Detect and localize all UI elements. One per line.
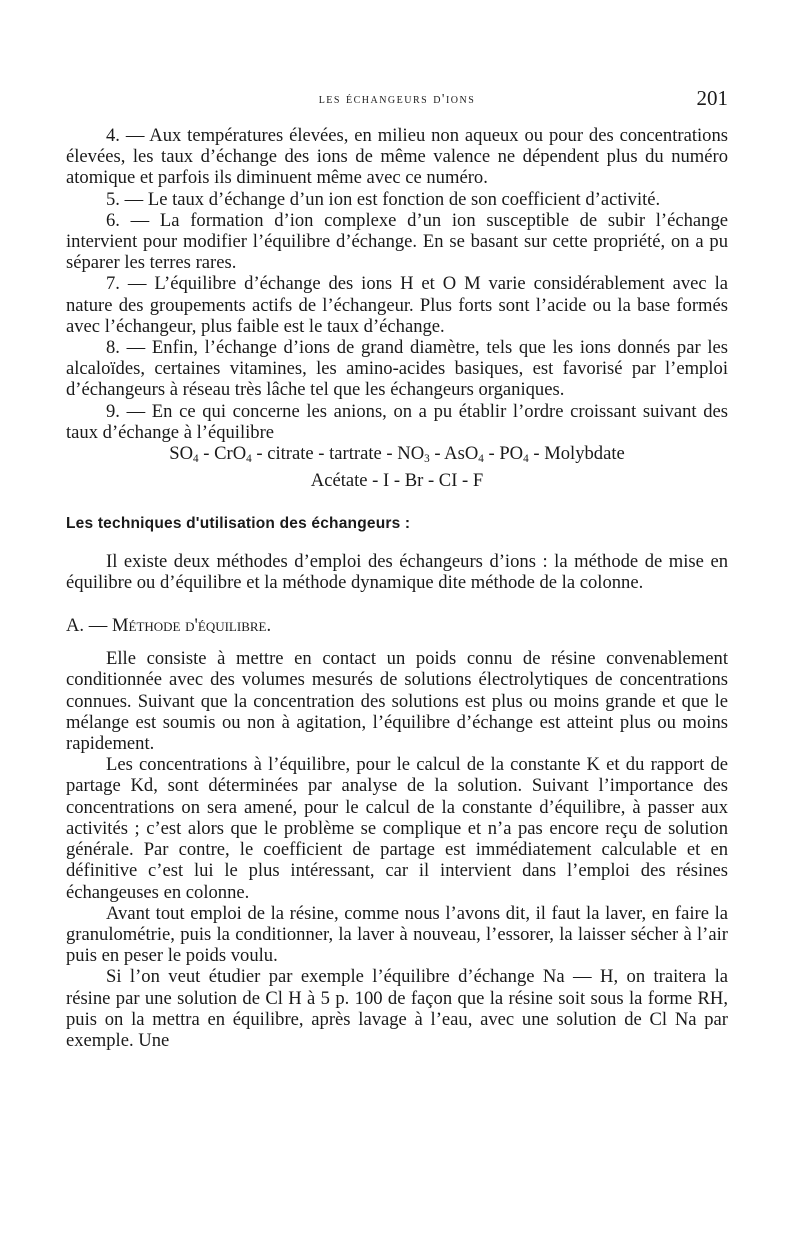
formula-so4-subscript: 4 <box>193 453 199 466</box>
formula-po4-subscript: 4 <box>523 453 529 466</box>
page-body <box>66 125 728 1051</box>
section-a-heading <box>66 615 728 636</box>
formula-no3-subscript: 3 <box>424 453 430 466</box>
page-header <box>66 86 728 116</box>
intro-paragraph: Il existe deux méthodes d’emploi des échangeurs d’ions : la méthode de mise en équilibre ou d’équilibre et la méthode dynamique dite méthode de la colonne. <box>66 550 728 593</box>
anion-series-line-1 <box>66 443 728 464</box>
formula-aso4: AsO <box>444 443 479 465</box>
formula-so4: SO <box>169 443 194 465</box>
formula-cro4: CrO <box>214 443 247 465</box>
paragraph-9: 9. — En ce qui concerne les anions, on a pu établir l’ordre croissant suivant des taux d’échange à l’équilibre <box>66 400 728 443</box>
formula-po4: PO <box>499 443 524 465</box>
formula-separator: - <box>198 443 215 465</box>
running-title: les échangeurs d'ions <box>318 92 476 107</box>
paragraph-4: 4. — Aux températures élevées, en milieu non aqueux ou pour des concentrations élevées, les taux d’échange des ions de même valence ne dépendent plus du numéro atomique et parfois ils diminuent même avec ce numéro. <box>66 125 728 189</box>
formula-no3: NO <box>397 443 425 465</box>
formula-aso4-subscript: 4 <box>478 453 484 466</box>
method-paragraph-1: Elle consiste à mettre en contact un poids connu de résine convenablement conditionnée avec des volumes mesurés de solutions électrolytiques de concentrations connues. Suivant que la concentration des solutions est plus ou moins grande et que le mélange est soumis ou non à agitation, l’équilibre d’échange est atteint plus ou moins rapidement. <box>66 648 728 755</box>
formula-end: - Molybdate <box>528 443 625 465</box>
formula-middle: - citrate - tartrate - <box>251 443 398 465</box>
paragraph-7: 7. — L’équilibre d’échange des ions H et O M varie considérablement avec la nature des groupements actifs de l’échangeur. Plus forts sont l’acide ou la base formés avec l’échangeur, plus faible est le taux d’échange. <box>66 273 728 337</box>
anion-series-line-2: Acétate - I - Br - CI - F <box>310 470 484 492</box>
method-paragraph-4: Si l’on veut étudier par exemple l’équilibre d’échange Na — H, on traitera la résine par une solution de Cl H à 5 p. 100 de façon que la résine soit sous la forme RH, puis on la mettra en équilibre, après lavage à l’eau, avec une solution de Cl Na par exemple. Une <box>66 966 728 1051</box>
method-paragraph-3: Avant tout emploi de la résine, comme nous l’avons dit, il faut la laver, en faire la granulométrie, puis la conditionner, la laver à nouveau, l’essorer, la laisser sécher à l’air puis en peser le poids voulu. <box>66 902 728 967</box>
section-heading: Les techniques d'utilisation des échangeurs : <box>66 515 411 533</box>
section-a-prefix: A. — <box>66 615 112 637</box>
formula-separator: - <box>483 443 500 465</box>
method-paragraph-2: Les concentrations à l’équilibre, pour le calcul de la constante K et du rapport de partage Kd, sont déterminées par analyse de la solution. Suivant l’importance des concentrations on sera amené, pour le calcul de la constante d’équilibre, à passer aux activités ; c’est alors que le problème se complique et n’a pas encore reçu de solution générale. Par contre, le coefficient de partage est immédiatement calculable et en définitive c’est lui le plus intéressant, car il intervient dans l’emploi des résines échangeuses en colonne. <box>66 754 728 903</box>
formula-separator: - <box>429 443 445 465</box>
paragraph-6: 6. — La formation d’ion complexe d’un ion susceptible de subir l’échange intervient pour modifier l’équilibre d’échange. En se basant sur cette propriété, on a pu séparer les terres rares. <box>66 209 728 274</box>
section-a-title: Méthode d'équilibre. <box>111 615 272 637</box>
formula-cro4-subscript: 4 <box>246 453 252 466</box>
paragraph-8: 8. — Enfin, l’échange d’ions de grand diamètre, tels que les ions donnés par les alcaloïdes, certaines vitamines, les amino-acides basiques, est favorisé par l’emploi d’échangeurs à réseau très lâche tel que les échangeurs organiques. <box>66 337 728 401</box>
page-number: 201 <box>696 86 728 110</box>
paragraph-5: 5. — Le taux d’échange d’un ion est fonction de son coefficient d’activité. <box>106 188 661 210</box>
